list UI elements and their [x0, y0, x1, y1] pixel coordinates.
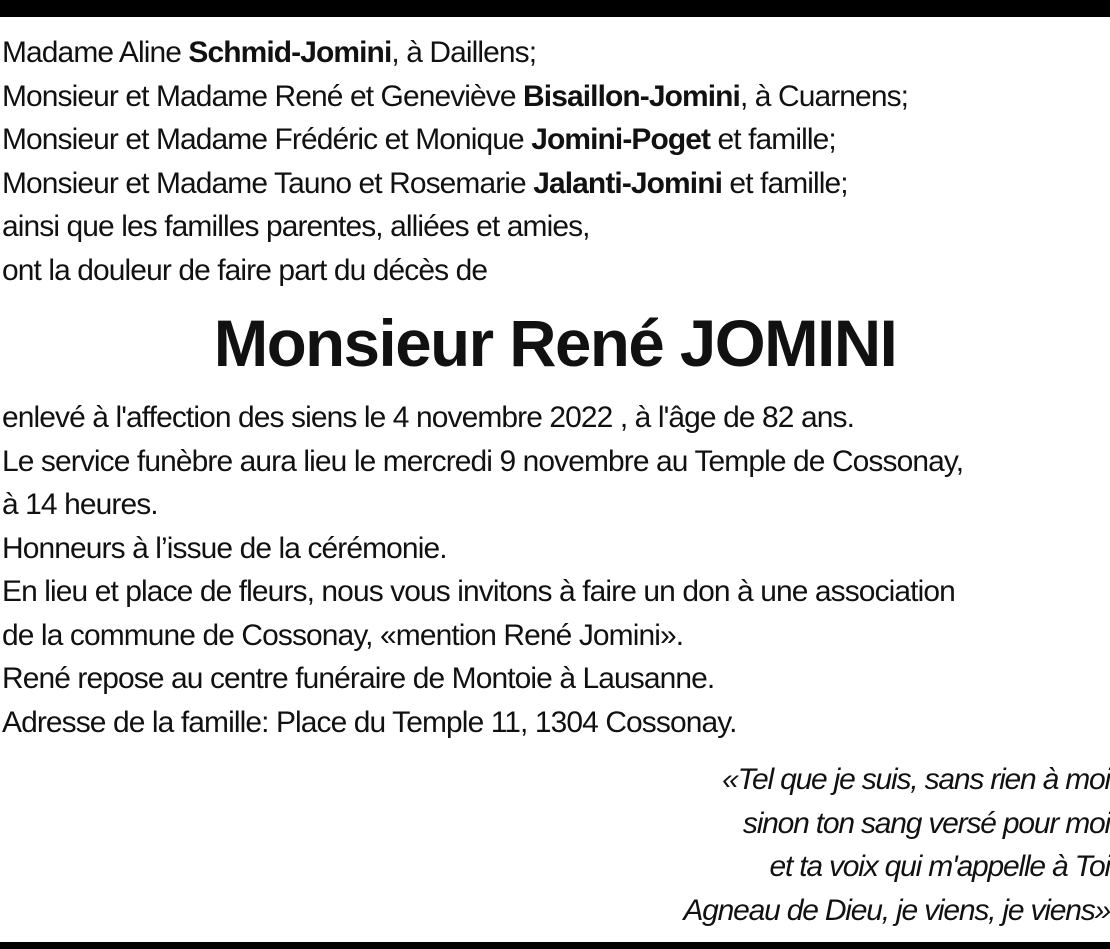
verse-line: «Tel que je suis, sans rien à moi: [722, 763, 1110, 796]
family-surname: Bisaillon-Jomini: [523, 79, 740, 113]
detail-line: René repose au centre funéraire de Montoie à Lausanne.: [2, 662, 715, 695]
family-line-6: ont la douleur de faire part du décès de: [2, 253, 488, 287]
verse-line: et ta voix qui m'appelle à Toi: [769, 850, 1110, 883]
family-surname: Schmid-Jomini: [188, 36, 392, 69]
family-line-2: Monsieur et Madame René et Geneviève Bisaillon-Jomini, à Cuarnens;: [2, 79, 909, 113]
verse-line: sinon ton sang versé pour moi: [742, 806, 1110, 840]
verse-line: Agneau de Dieu, je viens, je viens»: [683, 893, 1110, 927]
announcement-details: [2, 396, 1108, 744]
family-line-3: Monsieur et Madame Frédéric et Monique Jomini-Poget et famille;: [2, 123, 836, 156]
family-line-1: Madame Aline Schmid-Jomini, à Daillens;: [2, 36, 537, 69]
detail-line: En lieu et place de fleurs, nous vous invitons à faire un don à une association: [2, 575, 955, 608]
family-line-4: Monsieur et Madame Tauno et Rosemarie Jalanti-Jomini et famille;: [2, 166, 848, 200]
family-surname: Jomini-Poget: [531, 123, 711, 156]
detail-line: Adresse de la famille: Place du Temple 11, 1304 Cossonay.: [2, 705, 737, 739]
top-border-rule: [0, 0, 1110, 17]
detail-line: de la commune de Cossonay, «mention René Jomini».: [2, 618, 684, 652]
detail-line: enlevé à l'affection des siens le 4 novembre 2022 , à l'âge de 82 ans.: [2, 401, 854, 434]
family-line-5: ainsi que les familles parentes, alliées et amies,: [2, 210, 590, 243]
detail-line: Honneurs à l’issue de la cérémonie.: [2, 531, 447, 565]
family-list: [2, 31, 1108, 292]
family-surname: Jalanti-Jomini: [533, 166, 723, 200]
deceased-name-heading: Monsieur René JOMINI: [213, 306, 897, 380]
detail-line: Le service funèbre aura lieu le mercredi 9 novembre au Temple de Cossonay,: [2, 444, 964, 478]
closing-verse: [410, 758, 1110, 932]
detail-line: à 14 heures.: [2, 488, 158, 521]
bottom-border-rule: [0, 942, 1110, 949]
